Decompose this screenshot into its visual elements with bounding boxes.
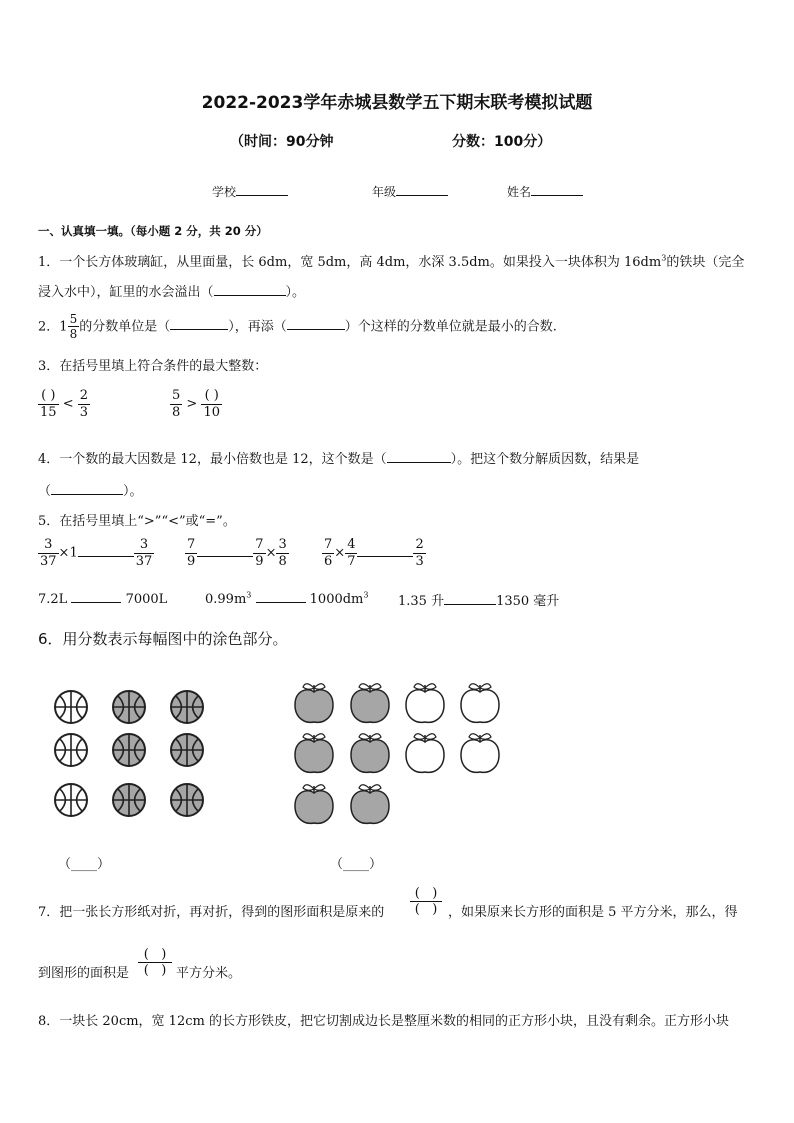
q5-e3-bfrac (345, 537, 357, 569)
q6-text: 6．用分数表示每幅图中的涂色部分。 (38, 630, 288, 648)
q3-inequality-1 (38, 388, 90, 420)
q5-compare-2 (205, 590, 368, 607)
q3-f2-num: 2 (79, 388, 89, 403)
exam-score: 分数：100分） (452, 134, 552, 150)
q1-line2 (38, 281, 305, 300)
basketball-shaded-icon (171, 691, 203, 723)
q2-text-a: 的分数单位是（ (79, 319, 171, 335)
q2-frac-num: 5 (69, 312, 78, 326)
basketball-shaded-icon (171, 784, 203, 816)
q3-f3-num: 5 (172, 388, 181, 403)
q5-c3-a: 1.35 升 (398, 594, 445, 609)
q4-blank-2[interactable] (51, 482, 123, 495)
apple-shaded-icon (295, 785, 333, 824)
basketball-icon (55, 691, 87, 723)
q7-fraction-2[interactable] (138, 947, 172, 978)
q1-line1 (38, 251, 744, 270)
q5-e2-bd: 8 (278, 553, 287, 569)
q3-frac-4 (201, 388, 222, 420)
q2-frac-den: 8 (69, 327, 78, 342)
q5-e2-an: 7 (255, 537, 264, 552)
q7-line1 (38, 901, 384, 920)
exam-time: （时间：90分钟 (230, 134, 334, 150)
basketball-shaded-icon (113, 691, 145, 723)
q1-text-a: 1．一个长方体玻璃缸，从里面量，长 6dm，宽 5dm，高 4dm，水深 3.5dm。如果投入一块体积为 16dm (38, 255, 662, 270)
q3-op-2: > (186, 396, 198, 412)
q2-text-c: ）个这样的分数单位就是最小的合数. (344, 319, 557, 335)
q5-e3-op: × (334, 545, 346, 561)
q5-e1-n: 3 (38, 537, 59, 554)
q7-f1-num: ( ) (410, 886, 442, 902)
q4-text-b: ）。把这个数分解质因数，结果是 (450, 452, 640, 467)
q3-f4-num[interactable]: ( ) (201, 388, 222, 405)
q7-line2b: 平方分米。 (176, 966, 242, 981)
q5-e3-rd: 3 (415, 553, 424, 569)
q1-answer-blank[interactable] (214, 283, 286, 296)
apple-shaded-icon (295, 684, 333, 723)
q5-e2-op: × (265, 545, 277, 561)
q4-line1 (38, 448, 639, 467)
q5-e3-bn: 4 (347, 537, 356, 552)
q5-e2-n: 7 (187, 537, 196, 552)
q3-f4-den: 10 (203, 404, 221, 420)
q5-blank-6[interactable] (444, 592, 496, 605)
q5-c2-sup-a: 3 (246, 590, 252, 600)
q3-frac-1 (38, 388, 59, 420)
basketball-shaded-icon (171, 734, 203, 766)
q3-f1-num[interactable]: ( ) (38, 388, 59, 405)
q7-f2-den: ( ) (143, 963, 167, 978)
q5-c1-b: 7000L (125, 592, 168, 607)
q3-inequality-2 (170, 388, 222, 420)
apple-shaded-icon (351, 684, 389, 723)
q5-c2-sup-b: 3 (363, 590, 369, 600)
apple-shaded-icon (295, 734, 333, 773)
apple-icon (406, 734, 444, 773)
q5-e1-rfrac (134, 537, 155, 569)
page-title: 2022-2023学年赤城县数学五下期末联考模拟试题 (201, 93, 593, 113)
q5-e1-rd: 37 (135, 553, 153, 569)
q5-expr-1 (38, 537, 154, 569)
q2-text-b: ），再添（ (228, 319, 287, 335)
name-field (507, 183, 583, 200)
grade-blank[interactable] (396, 183, 448, 196)
q7-line1b: ，如果原来长方形的面积是 5 平方分米，那么，得 (448, 905, 738, 920)
q5-compare-1 (38, 590, 167, 607)
q1-sup: 3 (661, 253, 667, 263)
q7-f2-num: ( ) (138, 947, 172, 963)
q5-e3-rn: 2 (415, 537, 424, 552)
basketball-icon (55, 734, 87, 766)
basketball-shaded-icon (113, 734, 145, 766)
q2-blank-2[interactable] (287, 317, 345, 330)
apple-shaded-icon (351, 734, 389, 773)
q5-e3-rfrac (413, 537, 425, 569)
q6-answer-2[interactable]: （____） (330, 857, 383, 872)
q5-blank-1[interactable] (78, 542, 134, 557)
q4-blank-1[interactable] (387, 450, 451, 463)
q4-text-c: （ (38, 484, 52, 499)
q5-e3-ad: 6 (324, 553, 333, 569)
basketball-shaded-icon (113, 784, 145, 816)
q3-f2-den: 3 (79, 404, 89, 420)
q5-compare-3 (398, 590, 559, 609)
section-heading: 一、认真填一填。（每小题 2 分，共 20 分） (38, 224, 268, 238)
q3-frac-3 (170, 388, 182, 420)
q6-answer-1[interactable]: （____） (58, 857, 111, 872)
q3-op-1: < (62, 396, 74, 412)
q8-line1: 8．一块长 20cm，宽 12cm 的长方形铁皮，把它切割成边长是整厘米数的相同的正方形小块，且没有剩余。正方形小块 (38, 1014, 729, 1029)
school-blank[interactable] (236, 183, 288, 196)
apple-icon (461, 684, 499, 723)
q5-expr-2 (185, 537, 289, 569)
q4-text-d: ）。 (123, 484, 143, 499)
q5-blank-2[interactable] (197, 542, 253, 557)
q3-text: 3．在括号里填上符合条件的最大整数： (38, 359, 268, 374)
q2-line (38, 312, 557, 342)
school-label: 学校 (212, 185, 237, 199)
q7-f1-den: ( ) (414, 902, 438, 917)
apple-icon (406, 684, 444, 723)
apple-icon (461, 734, 499, 773)
q5-e3-bd: 7 (347, 553, 356, 569)
q3-f3-den: 8 (172, 404, 181, 420)
q5-c2-b: 1000dm (309, 592, 364, 607)
q5-blank-5[interactable] (256, 590, 306, 603)
name-label: 姓名 (507, 185, 532, 199)
q5-e3-an: 7 (324, 537, 333, 552)
name-blank[interactable] (531, 183, 583, 196)
q1-text-c: 浸入水中），缸里的水会溢出（ (38, 285, 214, 300)
q5-e2-frac (185, 537, 197, 569)
q5-e3-afrac (322, 537, 334, 569)
grade-label: 年级 (372, 185, 397, 199)
q2-blank-1[interactable] (170, 317, 228, 330)
q4-text-a: 4．一个数的最大因数是 12，最小倍数也是 12，这个数是（ (38, 452, 387, 467)
basketball-icon (55, 784, 87, 816)
q5-e2-bfrac (276, 537, 288, 569)
q5-e2-bn: 3 (278, 537, 287, 552)
q7-text-a: 7．把一张长方形纸对折，再对折，得到的图形面积是原来的 (38, 905, 385, 920)
q3-f1-den: 15 (40, 404, 57, 420)
q5-e1-d: 37 (40, 553, 57, 569)
grade-field (372, 183, 448, 200)
q7-line2a: 到图形的面积是 (38, 966, 130, 981)
q5-e1-frac (38, 537, 59, 569)
q5-c2-a: 0.99m (205, 592, 247, 607)
q2-num: 2． (38, 319, 60, 335)
q1-text-d: ）。 (285, 285, 306, 300)
q5-e1-op: ×1 (58, 545, 78, 561)
q2-fraction (68, 312, 80, 342)
q5-e2-afrac (253, 537, 265, 569)
q5-e1-rn: 3 (134, 537, 155, 554)
apple-shaded-icon (351, 785, 389, 824)
q5-expr-3 (322, 537, 426, 569)
q1-text-b: 的铁块（完全 (666, 255, 745, 270)
q5-e2-ad: 9 (255, 553, 264, 569)
q2-whole: 1 (59, 319, 68, 335)
q4-line2 (38, 480, 143, 499)
q7-fraction-1[interactable] (410, 886, 442, 917)
q3-frac-2 (78, 388, 90, 420)
q5-e2-d: 9 (187, 553, 196, 569)
q5-blank-3[interactable] (357, 542, 413, 557)
q5-text: 5．在括号里填上“>”“<”或“=”。 (38, 514, 236, 529)
q5-c1-a: 7.2L (38, 592, 68, 607)
q5-c3-b: 1350 毫升 (496, 594, 560, 609)
q5-blank-4[interactable] (71, 590, 121, 603)
school-field (212, 183, 288, 200)
